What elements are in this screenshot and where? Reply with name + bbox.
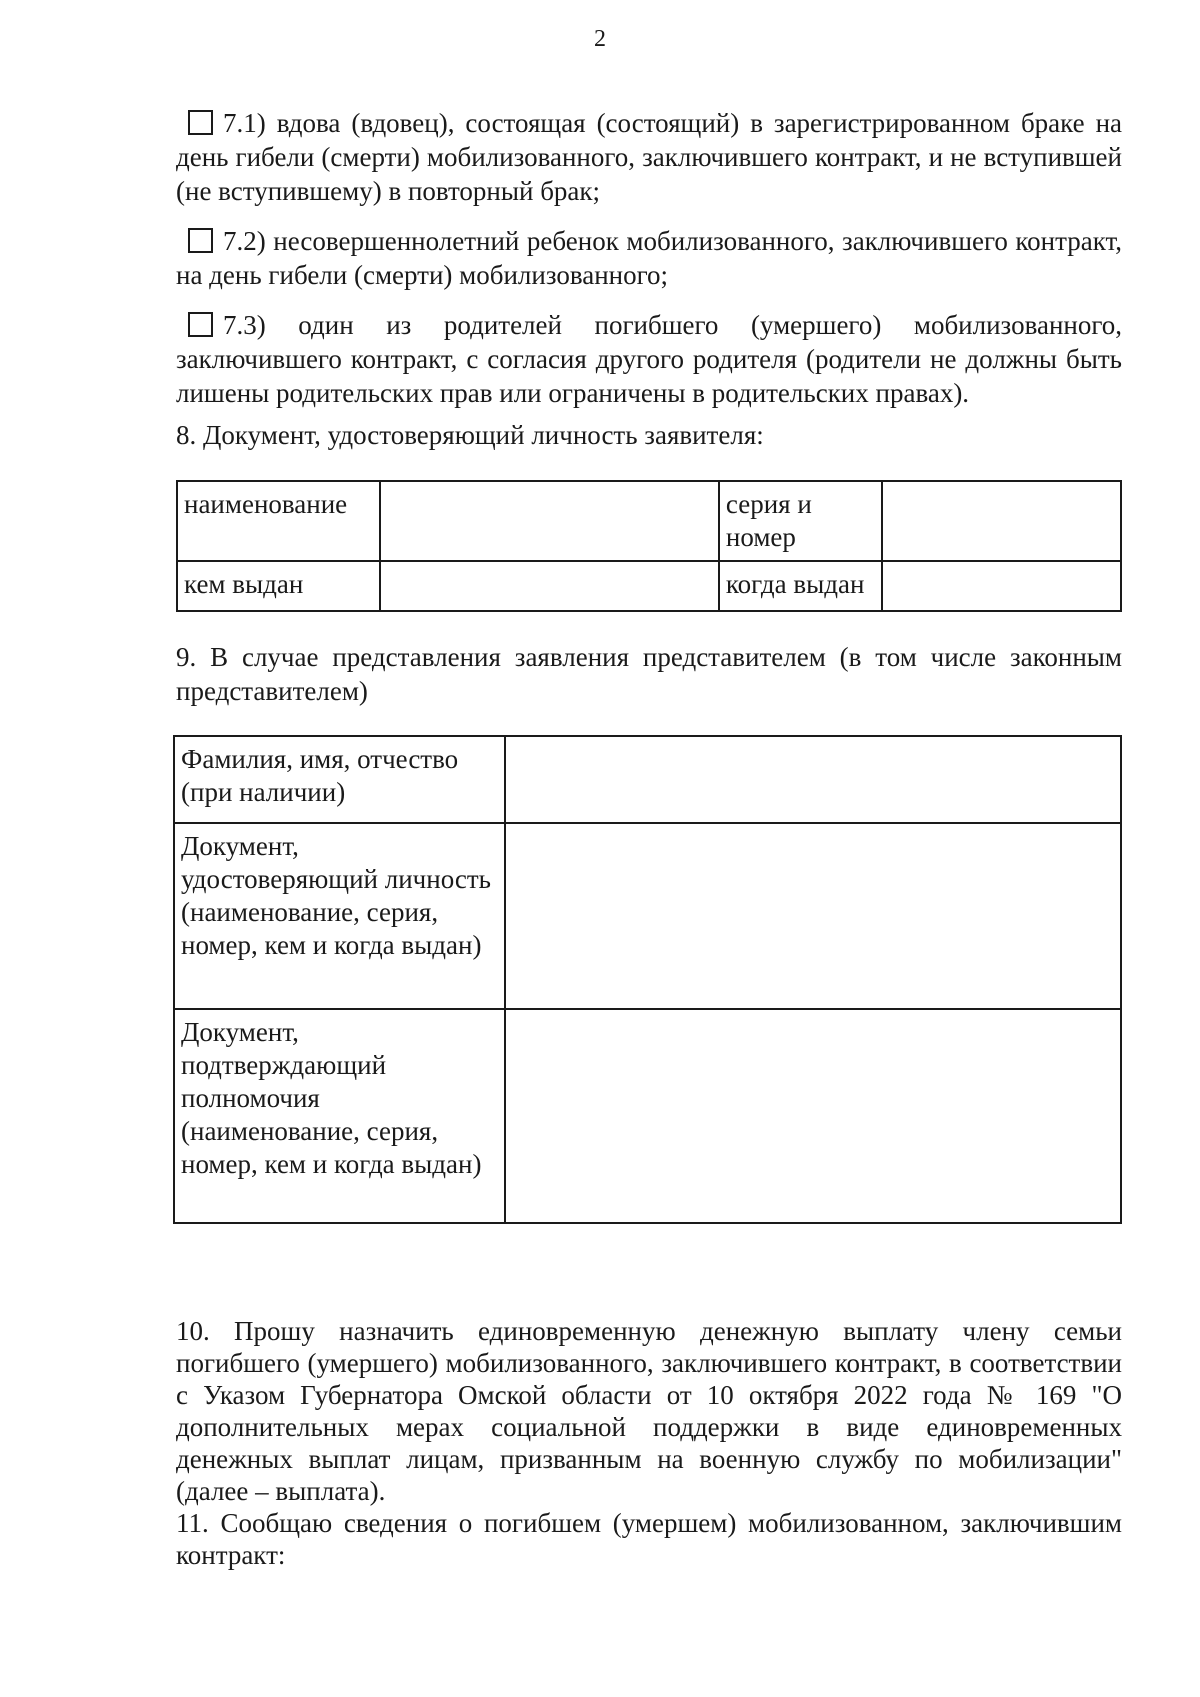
option-7-2-number: 7.2) (223, 226, 266, 256)
field-doc-name[interactable] (380, 481, 719, 561)
field-doc-series[interactable] (882, 481, 1121, 561)
option-7-3-number: 7.3) (223, 310, 266, 340)
option-7-1-checkbox[interactable] (188, 110, 213, 135)
page-number: 2 (594, 26, 606, 52)
label-rep-full-name: Фамилия, имя, отчество (при наличии) (174, 736, 505, 823)
field-rep-identity-document[interactable] (505, 823, 1121, 1009)
option-7-1-text: вдова (вдовец), состоящая (состоящий) в зарегистрированном браке на день гибели (смерти) мобилизованного, заключившего контракт, и не вступившей (не вступившему) в повторный брак; (176, 108, 1122, 206)
option-7-1-number: 7.1) (223, 108, 266, 138)
option-7-3-text: один из родителей погибшего (умершего) мобилизованного, заключившего контракт, с согласия другого родителя (родители не должны быть лишены родительских прав или ограничены в родительских правах). (176, 310, 1122, 408)
section-9-heading: 9. В случае представления заявления представителем (в том числе законным представителем) (176, 642, 1122, 706)
label-doc-series: серия и номер (719, 481, 882, 561)
label-rep-authority-document: Документ, подтверждающий полномочия (наименование, серия, номер, кем и когда выдан) (174, 1009, 505, 1223)
representative-table (173, 735, 1122, 1224)
field-rep-authority-document[interactable] (505, 1009, 1121, 1223)
section-11-text: 11. Сообщаю сведения о погибшем (умершем) мобилизованном, заключившим контракт: (176, 1508, 1122, 1570)
option-7-2-checkbox[interactable] (188, 228, 213, 253)
field-doc-issued-when[interactable] (882, 561, 1121, 611)
label-doc-name: наименование (177, 481, 380, 561)
field-doc-issued-by[interactable] (380, 561, 719, 611)
option-7-2-text: несовершеннолетний ребенок мобилизованного, заключившего контракт, на день гибели (смерти) мобилизованного; (176, 226, 1123, 290)
label-rep-identity-document: Документ, удостоверяющий личность (наименование, серия, номер, кем и когда выдан) (174, 823, 505, 1009)
applicant-document-table (176, 480, 1122, 612)
label-doc-issued-by: кем выдан (177, 561, 380, 611)
field-rep-full-name[interactable] (505, 736, 1121, 823)
option-7-3-checkbox[interactable] (188, 312, 213, 337)
section-8-heading: 8. Документ, удостоверяющий личность заявителя: (176, 420, 764, 450)
option-7-1 (176, 106, 1122, 208)
label-doc-issued-when: когда выдан (719, 561, 882, 611)
option-7-3 (176, 308, 1122, 410)
section-10-text: 10. Прошу назначить единовременную денежную выплату члену семьи погибшего (умершего) мобилизованного, заключившего контракт, в соответствии с Указом Губернатора Омской области от 10 октября 2022 года № 169 "О дополнительных мерах социальной поддержки в виде единовременных денежных выплат лицам, призванным на военную службу по мобилизации" (далее – выплата). (176, 1316, 1122, 1506)
option-7-2 (176, 224, 1122, 292)
